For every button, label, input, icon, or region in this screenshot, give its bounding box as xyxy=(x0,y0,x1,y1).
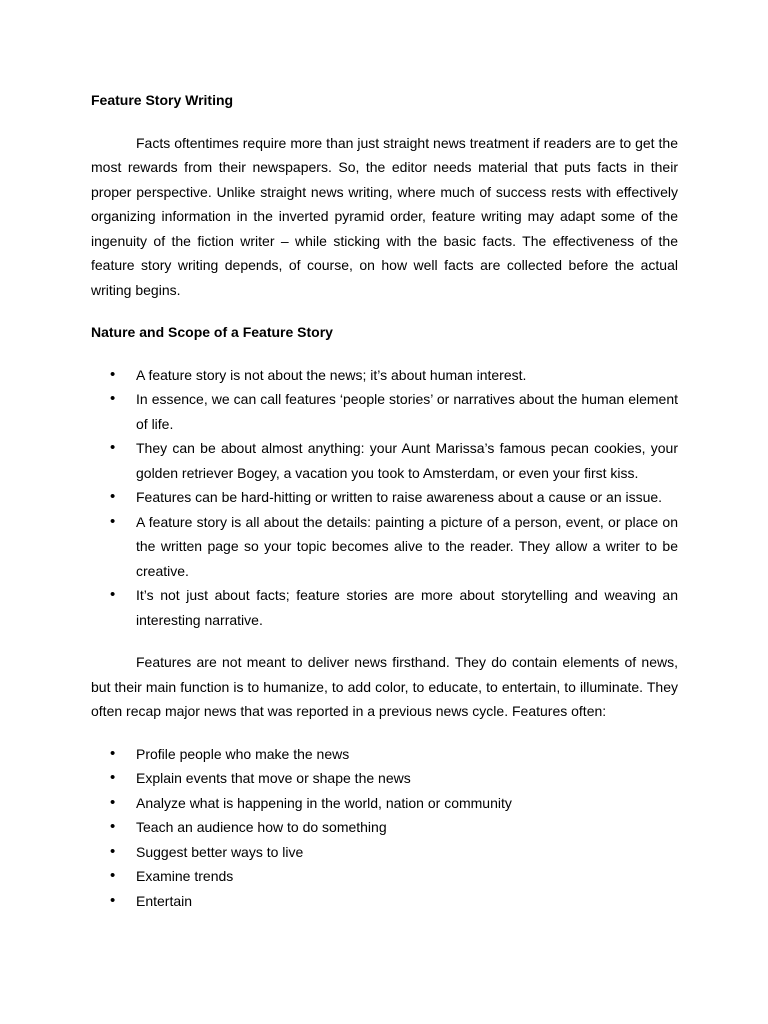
section-heading: Nature and Scope of a Feature Story xyxy=(91,324,333,340)
list-item xyxy=(91,840,678,865)
list-item-text: Analyze what is happening in the world, nation or community xyxy=(136,794,512,811)
bullet-icon: • xyxy=(110,891,116,909)
bullet-icon: • xyxy=(110,769,116,786)
features-often-list xyxy=(91,742,678,914)
list-item-text: Entertain xyxy=(136,892,193,909)
bullet-icon: • xyxy=(110,793,116,811)
document-title: Feature Story Writing xyxy=(91,92,234,108)
list-item-text: Teach an audience how to do something xyxy=(136,819,387,835)
list-item-text: A feature story is all about the details: painting a picture of a person, event, or place on the written page so your topic becomes alive to the reader. They allow a writer to be creative. xyxy=(136,513,678,579)
list-item xyxy=(91,510,678,584)
list-item xyxy=(91,864,678,889)
document-page xyxy=(91,88,678,913)
spacer xyxy=(91,302,678,320)
list-item-text: Explain events that move or shape the news xyxy=(136,770,411,786)
list-item-text: A feature story is not about the news; it’s about human interest. xyxy=(136,366,527,383)
list-item xyxy=(91,387,678,436)
list-item xyxy=(91,815,678,840)
bullet-icon: • xyxy=(110,439,116,456)
bullet-icon: • xyxy=(110,867,116,884)
bullet-icon: • xyxy=(110,744,116,762)
spacer xyxy=(91,632,678,650)
list-item xyxy=(91,363,678,388)
bullet-icon: • xyxy=(110,488,116,505)
nature-list xyxy=(91,363,678,633)
list-item xyxy=(91,791,678,816)
intro-paragraph: Facts oftentimes require more than just straight news treatment if readers are to get the most rewards from their newspapers. So, the editor needs material that puts facts in their proper perspective. Unlike straight news writing, where much of success rests with effectively organizing information in the inverted pyramid order, feature writing may adapt some of the ingenuity of the fiction writer – while sticking with the basic facts. The effectiveness of the feature story writing depends, of course, on how well facts are collected before the actual writing begins. xyxy=(91,134,678,298)
bullet-icon: • xyxy=(110,365,116,383)
list-item xyxy=(91,766,678,791)
bullet-icon: • xyxy=(110,586,116,603)
spacer xyxy=(91,345,678,363)
features-paragraph: Features are not meant to deliver news firsthand. They do contain elements of news, but their main function is to humanize, to add color, to educate, to entertain, to illuminate. They often recap major news that was reported in a previous news cycle. Features often: xyxy=(91,654,678,719)
list-item-text: Examine trends xyxy=(136,868,234,884)
list-item-text: In essence, we can call features ‘people stories’ or narratives about the human element of life. xyxy=(136,391,678,432)
list-item xyxy=(91,583,678,632)
list-item-text: It’s not just about facts; feature stories are more about storytelling and weaving an interesting narrative. xyxy=(136,587,678,628)
list-item xyxy=(91,889,678,914)
list-item xyxy=(91,436,678,485)
spacer xyxy=(91,113,678,131)
list-item xyxy=(91,485,678,510)
bullet-icon: • xyxy=(110,842,116,860)
list-item xyxy=(91,742,678,767)
bullet-icon: • xyxy=(110,390,116,407)
list-item-text: Profile people who make the news xyxy=(136,745,350,762)
bullet-icon: • xyxy=(110,818,116,835)
list-item-text: Features can be hard-hitting or written to raise awareness about a cause or an issue. xyxy=(136,489,663,505)
spacer xyxy=(91,724,678,742)
list-item-text: They can be about almost anything: your Aunt Marissa’s famous pecan cookies, your golden retriever Bogey, a vacation you took to Amsterdam, or even your first kiss. xyxy=(136,440,678,481)
bullet-icon: • xyxy=(110,512,116,530)
list-item-text: Suggest better ways to live xyxy=(136,843,304,860)
